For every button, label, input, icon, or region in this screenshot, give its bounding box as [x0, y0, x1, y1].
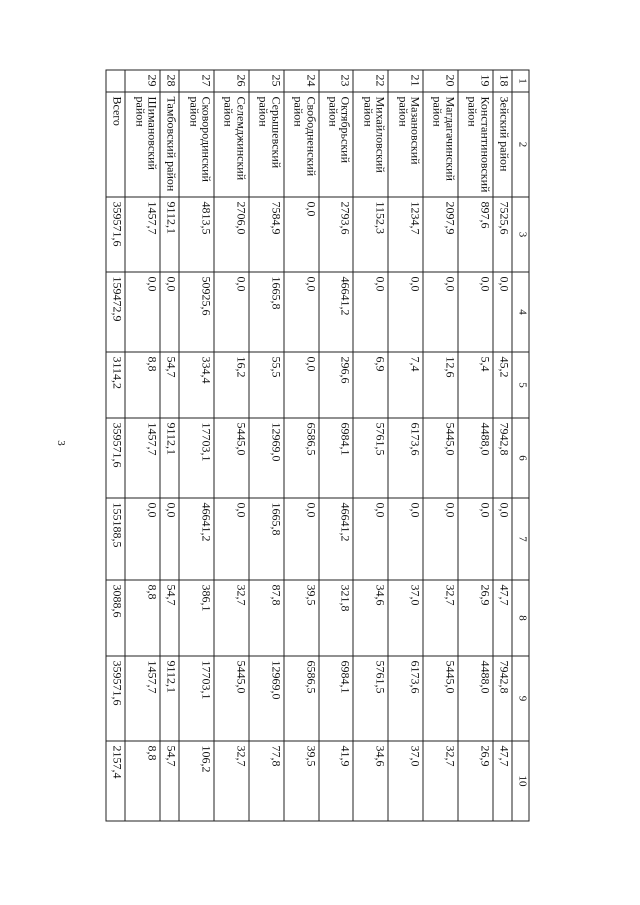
value-cell: 45,2 [493, 352, 512, 418]
value-cell: 6173,6 [388, 418, 423, 498]
value-cell: 155188,5 [106, 498, 125, 580]
value-cell: 17703,1 [179, 418, 214, 498]
value-cell: 0,0 [125, 498, 160, 580]
value-cell: 0,0 [458, 272, 493, 352]
value-cell: 4488,0 [458, 656, 493, 741]
value-cell: 0,0 [354, 498, 389, 580]
value-cell: 2157,4 [106, 741, 125, 821]
district-name-cell: Зейский район [493, 92, 512, 197]
row-number-cell [106, 70, 125, 92]
table-header-row [512, 70, 529, 821]
column-header: 5 [512, 352, 529, 418]
table-row [284, 70, 319, 821]
value-cell: 26,9 [458, 741, 493, 821]
district-name-cell: Октябрьский район [319, 92, 354, 197]
value-cell: 0,0 [458, 498, 493, 580]
district-name-cell: Константиновский район [458, 92, 493, 197]
column-header: 2 [512, 92, 529, 197]
value-cell: 0,0 [160, 498, 179, 580]
value-cell: 2793,6 [319, 197, 354, 272]
value-cell: 9112,1 [160, 656, 179, 741]
district-name-cell: Шимановский район [125, 92, 160, 197]
value-cell: 1665,8 [249, 272, 284, 352]
value-cell: 7942,8 [493, 656, 512, 741]
value-cell: 334,4 [179, 352, 214, 418]
value-cell: 296,6 [319, 352, 354, 418]
district-name-cell: Свободненский район [284, 92, 319, 197]
column-header: 6 [512, 418, 529, 498]
value-cell: 34,6 [354, 580, 389, 656]
table-row [214, 70, 249, 821]
value-cell: 8,8 [125, 352, 160, 418]
column-header: 10 [512, 741, 529, 821]
value-cell: 0,0 [125, 272, 160, 352]
district-name-cell: Тамбовский район [160, 92, 179, 197]
column-header: 8 [512, 580, 529, 656]
value-cell: 0,0 [214, 272, 249, 352]
value-cell: 6586,5 [284, 418, 319, 498]
value-cell: 0,0 [160, 272, 179, 352]
value-cell: 54,7 [160, 741, 179, 821]
district-name-cell: Мазановский район [388, 92, 423, 197]
value-cell: 897,6 [458, 197, 493, 272]
value-cell: 0,0 [423, 272, 458, 352]
row-number-cell: 20 [423, 70, 458, 92]
value-cell: 106,2 [179, 741, 214, 821]
district-name-cell: Селемджинский район [214, 92, 249, 197]
value-cell: 6,9 [354, 352, 389, 418]
row-number-cell: 18 [493, 70, 512, 92]
table-row [160, 70, 179, 821]
value-cell: 0,0 [284, 498, 319, 580]
district-name-cell: Михайловский район [354, 92, 389, 197]
value-cell: 32,7 [423, 580, 458, 656]
value-cell: 0,0 [284, 197, 319, 272]
value-cell: 2706,0 [214, 197, 249, 272]
value-cell: 5445,0 [423, 656, 458, 741]
value-cell: 39,5 [284, 580, 319, 656]
value-cell: 3114,2 [106, 352, 125, 418]
value-cell: 50925,6 [179, 272, 214, 352]
district-name-cell: Серышевский район [249, 92, 284, 197]
value-cell: 54,7 [160, 580, 179, 656]
value-cell: 9112,1 [160, 197, 179, 272]
row-number-cell: 22 [354, 70, 389, 92]
value-cell: 6586,5 [284, 656, 319, 741]
value-cell: 5,4 [458, 352, 493, 418]
value-cell: 32,7 [214, 741, 249, 821]
value-cell: 8,8 [125, 580, 160, 656]
value-cell: 54,7 [160, 352, 179, 418]
table-container [106, 70, 530, 821]
row-number-cell: 26 [214, 70, 249, 92]
table-row [423, 70, 458, 821]
value-cell: 55,5 [249, 352, 284, 418]
table-row [106, 70, 125, 821]
value-cell: 87,8 [249, 580, 284, 656]
district-name-cell: Сковородинский район [179, 92, 214, 197]
value-cell: 41,9 [319, 741, 354, 821]
value-cell: 46641,2 [179, 498, 214, 580]
value-cell: 3088,6 [106, 580, 125, 656]
value-cell: 47,7 [493, 580, 512, 656]
value-cell: 37,0 [388, 741, 423, 821]
table-row [388, 70, 423, 821]
table-row [125, 70, 160, 821]
value-cell: 4488,0 [458, 418, 493, 498]
row-number-cell: 28 [160, 70, 179, 92]
row-number-cell: 19 [458, 70, 493, 92]
value-cell: 39,5 [284, 741, 319, 821]
row-number-cell: 21 [388, 70, 423, 92]
row-number-cell: 24 [284, 70, 319, 92]
value-cell: 5761,5 [354, 418, 389, 498]
value-cell: 77,8 [249, 741, 284, 821]
row-number-cell: 27 [179, 70, 214, 92]
row-number-cell: 23 [319, 70, 354, 92]
value-cell: 46641,2 [319, 272, 354, 352]
value-cell: 32,7 [214, 580, 249, 656]
column-header: 9 [512, 656, 529, 741]
column-header: 1 [512, 70, 529, 92]
district-name-cell: Магдагачинский район [423, 92, 458, 197]
value-cell: 159472,9 [106, 272, 125, 352]
value-cell: 16,2 [214, 352, 249, 418]
column-header: 4 [512, 272, 529, 352]
value-cell: 386,1 [179, 580, 214, 656]
value-cell: 6984,1 [319, 418, 354, 498]
page-number: 3 [55, 440, 67, 446]
table-row [354, 70, 389, 821]
value-cell: 7942,8 [493, 418, 512, 498]
value-cell: 12969,0 [249, 418, 284, 498]
value-cell: 1152,3 [354, 197, 389, 272]
value-cell: 2097,9 [423, 197, 458, 272]
value-cell: 8,8 [125, 741, 160, 821]
value-cell: 6173,6 [388, 656, 423, 741]
row-number-cell: 25 [249, 70, 284, 92]
value-cell: 7584,9 [249, 197, 284, 272]
value-cell: 1457,7 [125, 197, 160, 272]
value-cell: 7,4 [388, 352, 423, 418]
value-cell: 34,6 [354, 741, 389, 821]
value-cell: 47,7 [493, 741, 512, 821]
value-cell: 4813,5 [179, 197, 214, 272]
value-cell: 12,6 [423, 352, 458, 418]
value-cell: 0,0 [284, 352, 319, 418]
table-row [458, 70, 493, 821]
column-header: 3 [512, 197, 529, 272]
value-cell: 0,0 [388, 272, 423, 352]
value-cell: 5445,0 [423, 418, 458, 498]
value-cell: 1457,7 [125, 418, 160, 498]
value-cell: 17703,1 [179, 656, 214, 741]
table-row [179, 70, 214, 821]
table-row [249, 70, 284, 821]
table-row [493, 70, 512, 821]
value-cell: 5445,0 [214, 418, 249, 498]
district-name-cell: Всего [106, 92, 125, 197]
value-cell: 0,0 [354, 272, 389, 352]
value-cell: 37,0 [388, 580, 423, 656]
value-cell: 0,0 [214, 498, 249, 580]
value-cell: 6984,1 [319, 656, 354, 741]
value-cell: 5445,0 [214, 656, 249, 741]
value-cell: 321,8 [319, 580, 354, 656]
value-cell: 1665,8 [249, 498, 284, 580]
value-cell: 0,0 [284, 272, 319, 352]
value-cell: 32,7 [423, 741, 458, 821]
value-cell: 1234,7 [388, 197, 423, 272]
value-cell: 359571,6 [106, 197, 125, 272]
column-header: 7 [512, 498, 529, 580]
value-cell: 1457,7 [125, 656, 160, 741]
value-cell: 5761,5 [354, 656, 389, 741]
value-cell: 359571,6 [106, 656, 125, 741]
value-cell: 7525,6 [493, 197, 512, 272]
value-cell: 0,0 [493, 272, 512, 352]
data-table [106, 70, 530, 822]
value-cell: 359571,6 [106, 418, 125, 498]
value-cell: 0,0 [388, 498, 423, 580]
value-cell: 9112,1 [160, 418, 179, 498]
value-cell: 12969,0 [249, 656, 284, 741]
value-cell: 0,0 [423, 498, 458, 580]
value-cell: 26,9 [458, 580, 493, 656]
value-cell: 0,0 [493, 498, 512, 580]
value-cell: 46641,2 [319, 498, 354, 580]
row-number-cell: 29 [125, 70, 160, 92]
table-row [319, 70, 354, 821]
